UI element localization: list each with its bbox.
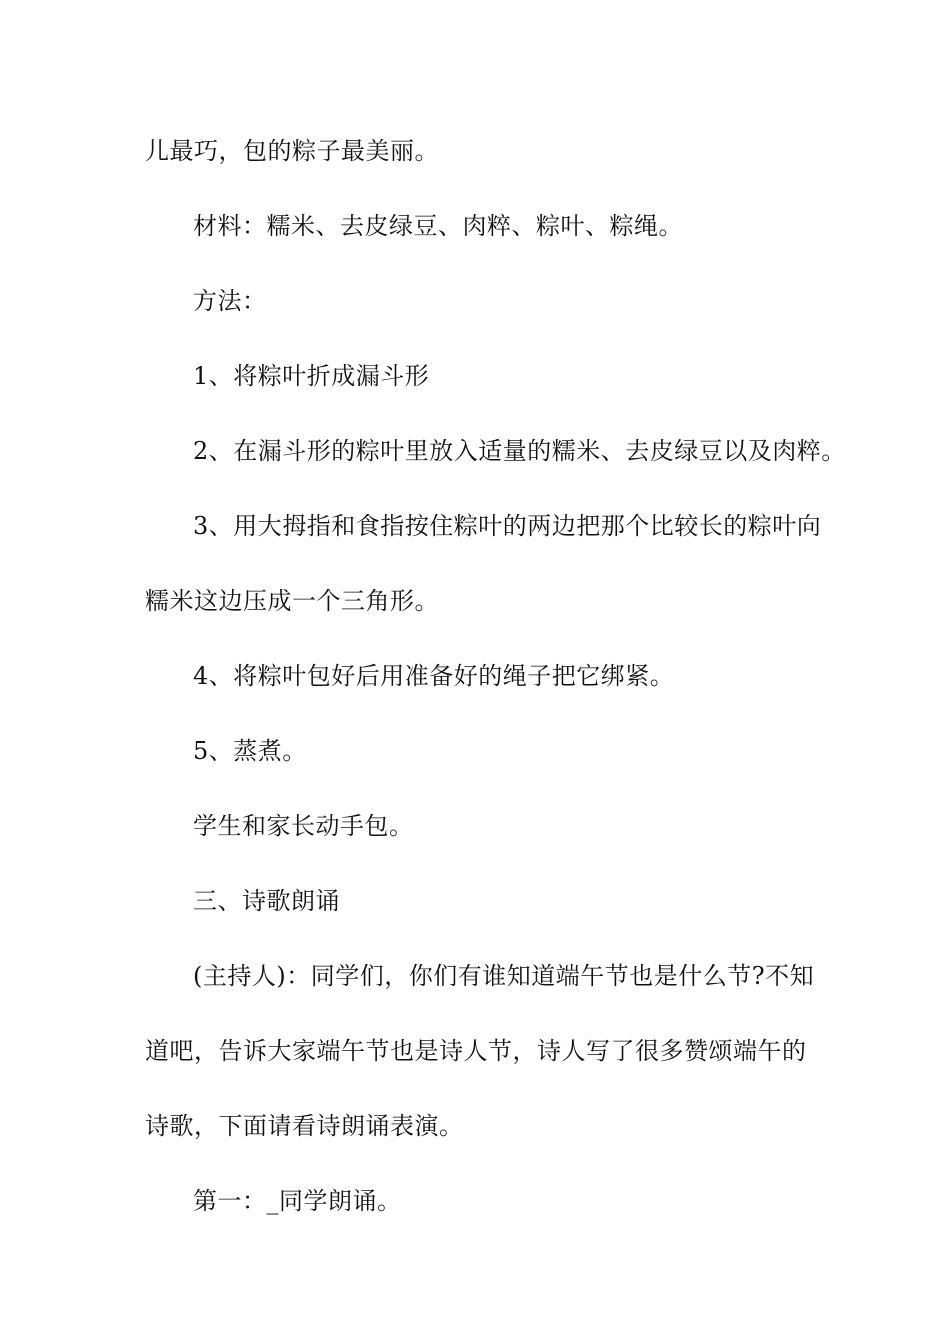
text-line: (主持人)：同学们，你们有谁知道端午节也是什么节?不知 — [193, 962, 815, 990]
text-line: 儿最巧，包的粽子最美丽。 — [145, 137, 439, 165]
text-line: 2、在漏斗形的粽叶里放入适量的糯米、去皮绿豆以及肉粹。 — [193, 437, 846, 465]
text-line: 诗歌，下面请看诗朗诵表演。 — [145, 1112, 464, 1140]
text-line: 学生和家长动手包。 — [193, 812, 414, 840]
text-line: 糯米这边压成一个三角形。 — [145, 587, 439, 615]
text-line: 第一：_同学朗诵。 — [193, 1187, 402, 1215]
text-line: 3、用大拇指和食指按住粽叶的两边把那个比较长的粽叶向 — [193, 512, 822, 540]
text-line: 道吧，告诉大家端午节也是诗人节，诗人写了很多赞颂端午的 — [145, 1037, 807, 1065]
text-line: 材料：糯米、去皮绿豆、肉粹、粽叶、粽绳。 — [193, 212, 683, 240]
section-heading: 三、诗歌朗诵 — [193, 887, 340, 915]
text-line: 5、蒸煮。 — [193, 737, 307, 765]
text-line: 1、将粽叶折成漏斗形 — [193, 362, 430, 390]
text-line: 方法： — [193, 287, 267, 315]
text-line: 4、将粽叶包好后用准备好的绳子把它绑紧。 — [193, 662, 675, 690]
